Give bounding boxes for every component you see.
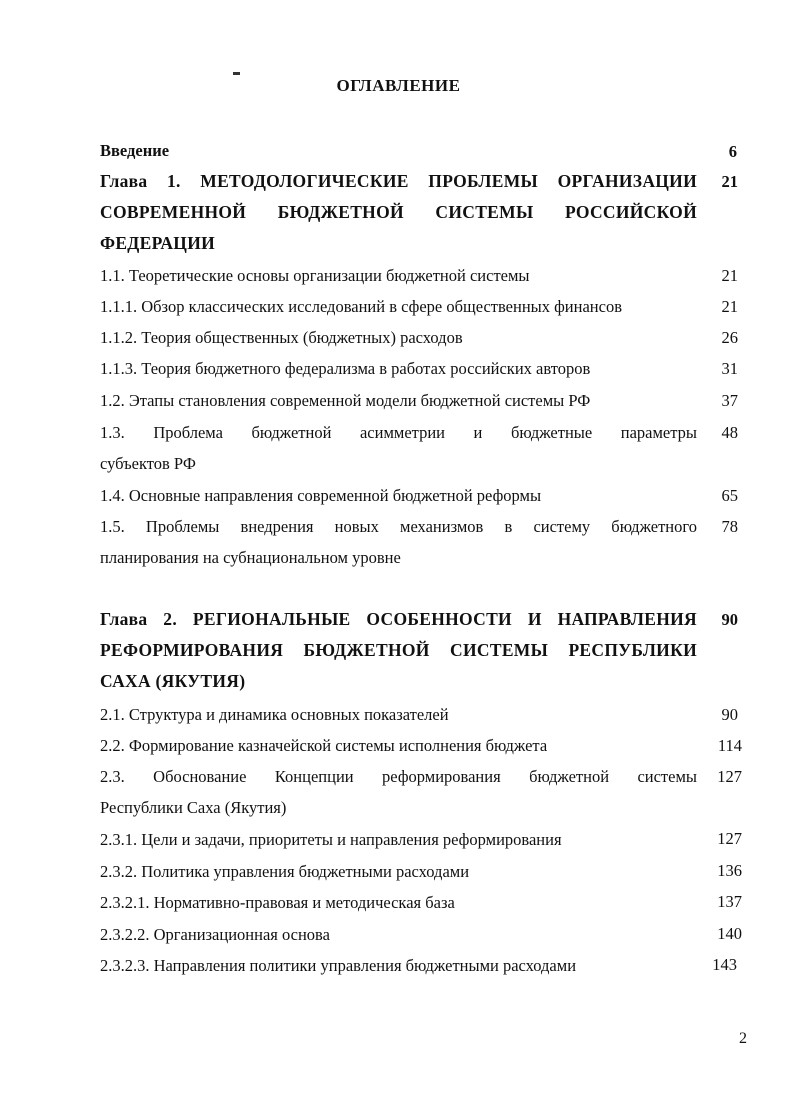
toc-entry-1-1-3: 1.1.3. Теория бюджетного федерализма в работах российских авторов — [100, 359, 591, 378]
toc-entry-1-5-line2: планирования на субнациональном уровне — [100, 548, 401, 567]
toc-page-2-3-2-3: 143 — [712, 955, 737, 974]
toc-chapter-1-line1: Глава 1. МЕТОДОЛОГИЧЕСКИЕ ПРОБЛЕМЫ ОРГАНИЗАЦИИ — [100, 171, 697, 191]
toc-chapter-2 — [100, 604, 697, 697]
toc-entry-2-3-2-3: 2.3.2.3. Направления политики управления бюджетными расходами — [100, 956, 577, 975]
toc-chapter-2-line1: Глава 2. РЕГИОНАЛЬНЫЕ ОСОБЕННОСТИ И НАПРАВЛЕНИЯ — [100, 609, 697, 629]
toc-entry-2-1: 2.1. Структура и динамика основных показателей — [100, 705, 449, 724]
toc-page-2-3-2-2: 140 — [717, 924, 742, 943]
toc-entry-1-1: 1.1. Теоретические основы организации бюджетной системы — [100, 266, 530, 285]
toc-entry-2-3 — [100, 761, 697, 823]
toc-page-2-1: 90 — [721, 705, 738, 724]
toc-page-1-4: 65 — [721, 486, 738, 505]
toc-entry-1-1-1: 1.1.1. Обзор классических исследований в сфере общественных финансов — [100, 297, 622, 316]
toc-page-chapter-1: 21 — [721, 172, 738, 191]
page-title: ОГЛАВЛЕНИЕ — [336, 76, 461, 95]
toc-entry-2-3-2-2: 2.3.2.2. Организационная основа — [100, 925, 330, 944]
toc-page-intro: 6 — [728, 142, 737, 161]
toc-page-chapter-2: 90 — [721, 610, 738, 629]
toc-page-1-1-1: 21 — [721, 297, 738, 316]
toc-chapter-1-line3: ФЕДЕРАЦИИ — [100, 233, 216, 253]
toc-entry-1-1-2: 1.1.2. Теория общественных (бюджетных) расходов — [100, 328, 463, 347]
toc-entry-2-3-line1: 2.3. Обоснование Концепции реформирования бюджетной системы — [100, 767, 697, 786]
toc-page-2-3-2: 136 — [717, 861, 742, 880]
toc-entry-2-3-2: 2.3.2. Политика управления бюджетными расходами — [100, 862, 470, 881]
toc-entry-1-3-line2: субъектов РФ — [100, 454, 196, 473]
toc-entry-1-4: 1.4. Основные направления современной бюджетной реформы — [100, 486, 542, 505]
toc-entry-2-3-line2: Республики Саха (Якутия) — [100, 798, 287, 817]
toc-page-1-1: 21 — [721, 266, 738, 285]
toc-page-2-2: 114 — [717, 736, 742, 755]
toc-entry-2-2: 2.2. Формирование казначейской системы исполнения бюджета — [100, 736, 548, 755]
toc-entry-1-2: 1.2. Этапы становления современной модели бюджетной системы РФ — [100, 391, 591, 410]
toc-entry-1-5 — [100, 511, 697, 573]
toc-chapter-1-line2: СОВРЕМЕННОЙ БЮДЖЕТНОЙ СИСТЕМЫ РОССИЙСКОЙ — [100, 202, 697, 222]
toc-page-2-3-2-1: 137 — [717, 892, 742, 911]
toc-entry-1-5-line1: 1.5. Проблемы внедрения новых механизмов в систему бюджетного — [100, 517, 697, 536]
toc-page-1-1-3: 31 — [721, 359, 738, 378]
toc-entry-2-3-2-1: 2.3.2.1. Нормативно-правовая и методическая база — [100, 893, 455, 912]
toc-page-1-5: 78 — [721, 517, 738, 536]
toc-entry-intro: Введение — [100, 141, 170, 160]
toc-entry-1-3-line1: 1.3. Проблема бюджетной асимметрии и бюджетные параметры — [100, 423, 697, 442]
toc-page-2-3: 127 — [717, 767, 742, 786]
toc-chapter-2-line3: САХА (ЯКУТИЯ) — [100, 671, 246, 691]
page-number: 2 — [739, 1030, 747, 1047]
toc-page-2-3-1: 127 — [717, 829, 742, 848]
toc-entry-1-3 — [100, 417, 697, 479]
toc-entry-2-3-1: 2.3.1. Цели и задачи, приоритеты и направления реформирования — [100, 830, 562, 849]
scan-speck — [233, 72, 240, 75]
toc-chapter-2-line2: РЕФОРМИРОВАНИЯ БЮДЖЕТНОЙ СИСТЕМЫ РЕСПУБЛИКИ — [100, 640, 697, 660]
toc-page-1-2: 37 — [721, 391, 738, 410]
toc-page-1-3: 48 — [721, 423, 738, 442]
toc-page-1-1-2: 26 — [721, 328, 738, 347]
toc-chapter-1 — [100, 166, 697, 259]
